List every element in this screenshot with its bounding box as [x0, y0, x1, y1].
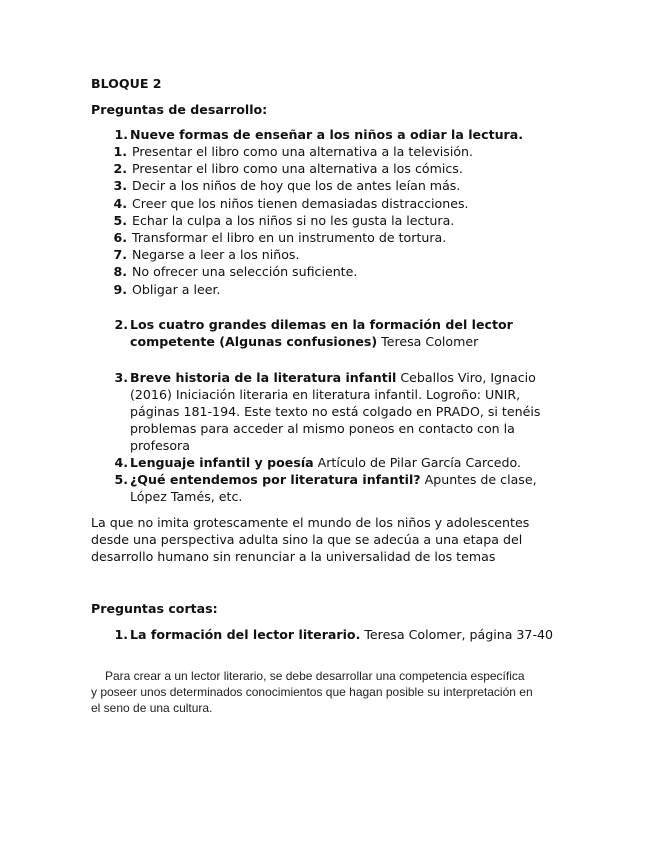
q2-title-line2: competente (Algunas confusiones) [130, 334, 378, 349]
q3-text-line3: páginas 181-194. Este texto no está colgado en PRADO, si tenéis [130, 404, 541, 419]
q3-text-line4: problemas para acceder al mismo poneos en contacto con la [130, 421, 515, 436]
definition-line1: La que no imita grotescamente el mundo de los niños y adolescentes [91, 515, 530, 530]
q1-subitem-number: 7. [113, 247, 127, 263]
q1-subitem [113, 246, 300, 263]
answer-line3: el seno de una cultura. [91, 701, 213, 715]
q3-title: Breve historia de la literatura infantil [130, 370, 397, 385]
answer-paragraph [91, 668, 571, 716]
q1-subitem-text: Presentar el libro como una alternativa a la televisión. [132, 144, 474, 159]
q1-subitem-number: 3. [113, 178, 127, 194]
q2-number: 2. [114, 317, 128, 332]
q2-item [130, 316, 560, 350]
q1-subitem-number: 6. [113, 230, 127, 245]
q3-text-line5: profesora [130, 438, 190, 453]
definition-line3: desarrollo humano sin renunciar a la universalidad de los temas [91, 549, 496, 564]
q2-author: Teresa Colomer [377, 334, 479, 349]
short1-item [130, 626, 560, 643]
q1-subitem-number: 4. [113, 195, 127, 211]
answer-line2: y poseer unos determinados conocimientos que hagan posible su interpretación en [91, 685, 533, 699]
q1-subitem [113, 160, 463, 177]
short1-text: Teresa Colomer, página 37-40 [360, 627, 554, 642]
q1-subitem-text: Obligar a leer. [132, 281, 221, 297]
q1-subitem [113, 281, 221, 298]
q5-number: 5. [114, 472, 128, 487]
q5-text-line2: López Tamés, etc. [130, 489, 243, 504]
q5-item [130, 471, 560, 505]
q1-subitem-text: Negarse a leer a los niños. [132, 247, 300, 263]
q4-title: Lenguaje infantil y poesía [130, 455, 314, 470]
q1-subitem-text: No ofrecer una selección suficiente. [132, 264, 358, 280]
q1-subitem [113, 229, 447, 246]
q1-subitem [113, 177, 461, 194]
q3-text-line2: (2016) Iniciación literaria en literatura infantil. Logroño: UNIR, [130, 387, 521, 402]
q1-subitem-number: 9. [113, 281, 127, 297]
q1-subitem-text: Decir a los niños de hoy que los de antes leían más. [132, 178, 461, 194]
q1-subitem [113, 212, 455, 229]
q1-subitem-text: Creer que los niños tienen demasiadas distracciones. [132, 195, 469, 211]
q4-item [130, 454, 560, 471]
definition-paragraph [91, 514, 561, 565]
q1-subitem-text: Echar la culpa a los niños si no les gusta la lectura. [132, 212, 455, 228]
block-heading: BLOQUE 2 [91, 76, 162, 91]
definition-line2: desde una perspectiva adulta sino la que se adecúa a una etapa del [91, 532, 523, 547]
q5-text: Apuntes de clase, [420, 472, 537, 487]
q1-subitem-number: 8. [113, 264, 127, 280]
q3-number: 3. [114, 370, 128, 385]
q1-subitem-text: Transformar el libro en un instrumento de tortura. [132, 230, 447, 245]
q1-subitem [113, 263, 358, 280]
short1-title: La formación del lector literario. [130, 627, 361, 642]
q1-title: Nueve formas de enseñar a los niños a odiar la lectura. [130, 127, 524, 142]
q5-title: ¿Qué entendemos por literatura infantil? [130, 472, 421, 487]
section-title-cortas: Preguntas cortas: [91, 601, 218, 616]
q1-subitem-number: 2. [113, 161, 127, 177]
q1-subitem [113, 195, 469, 212]
answer-line1: Para crear a un lector literario, se debe desarrollar una competencia específica [105, 669, 525, 683]
q1-subitem [113, 143, 474, 160]
q1-subitem-number: 1. [113, 144, 127, 159]
q3-text-line1: Ceballos Viro, Ignacio [396, 370, 536, 385]
q4-text: Artículo de Pilar García Carcedo. [313, 455, 522, 470]
q3-item [130, 369, 560, 454]
q1-number: 1. [114, 127, 128, 142]
short1-number: 1. [114, 627, 128, 642]
q2-title-line1: Los cuatro grandes dilemas en la formación del lector [130, 317, 513, 332]
q1-subitem-text: Presentar el libro como una alternativa a los cómics. [132, 161, 463, 177]
section-title-desarrollo: Preguntas de desarrollo: [91, 102, 268, 117]
q1-subitem-number: 5. [113, 212, 127, 228]
q4-number: 4. [114, 455, 128, 470]
